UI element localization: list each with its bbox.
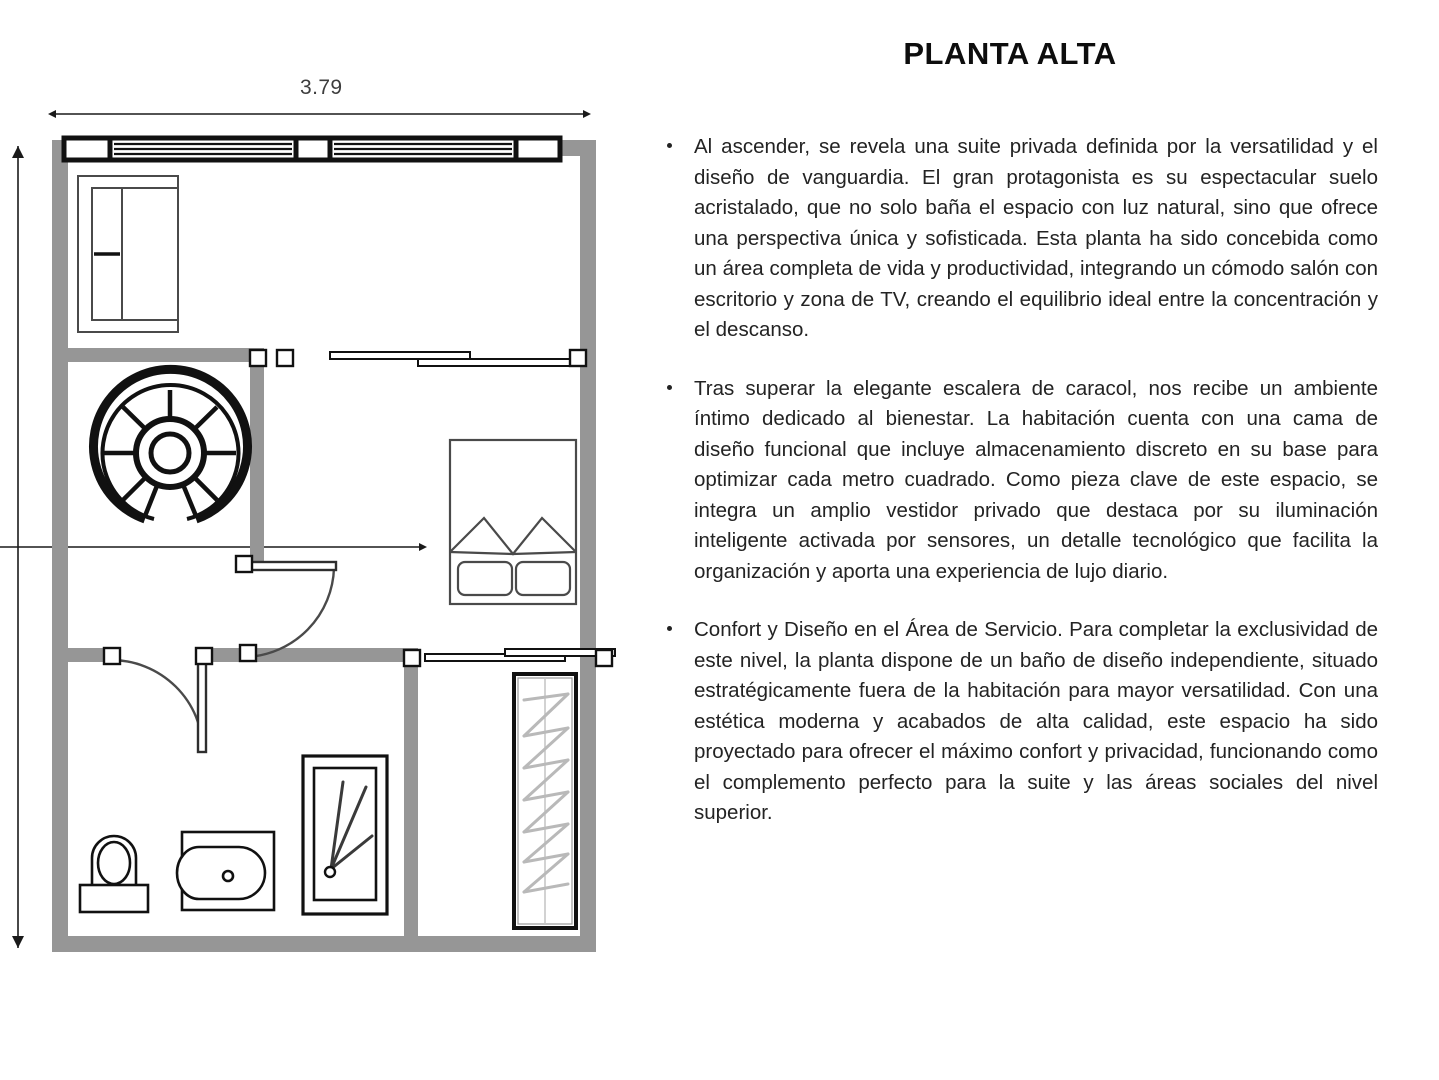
- toilet-icon: [80, 836, 148, 912]
- sliding-door-icon-bedroom: [277, 350, 586, 366]
- list-item-text: Confort y Diseño en el Área de Servicio. Para completar la exclusividad de este nivel, la planta dispone de un baño de diseño independiente, situado estratégicamente fuera de la habitación para mayor versatilidad. Con una estética moderna y acabados de alta calidad, este espacio ha sido proyectado para ofrecer el máximo confort y privacidad, funcionando como el complemento perfecto para la suite y las áreas sociales del nivel superior.: [694, 618, 1378, 824]
- list-item: [654, 615, 1378, 829]
- spiral-staircase-icon: [93, 369, 247, 519]
- list-item: [654, 374, 1378, 588]
- window-icon: [64, 138, 560, 160]
- bullet-dot-icon: [667, 143, 672, 148]
- sofa-icon: [78, 176, 178, 332]
- list-item-text: Al ascender, se revela una suite privada definida por la versatilidad y el diseño de vanguardia. El gran protagonista es su espectacular suelo acristalado, que no solo baña el espacio con luz natural, sino que ofrece una perspectiva única y sofisticada. Esta planta ha sido concebida como un área completa de vida y productividad, integrando un cómodo salón con escritorio y zona de TV, creando el equilibrio ideal entre la concentración y el descanso.: [694, 135, 1378, 341]
- wardrobe-icon: [514, 674, 576, 928]
- swing-door-icon-bathroom: [104, 648, 212, 752]
- door-jamb-markers: [250, 350, 266, 366]
- description-pane: [648, 0, 1408, 1080]
- bed-icon: [450, 440, 576, 604]
- page-title: PLANTA ALTA: [903, 36, 1117, 71]
- bullet-dot-icon: [667, 385, 672, 390]
- dimension-label-width: 3.79: [300, 76, 343, 99]
- swing-door-icon-bedroom: [236, 556, 336, 661]
- sink-icon: [177, 832, 274, 910]
- bullet-list: [654, 132, 1378, 829]
- list-item: [654, 132, 1378, 346]
- floor-plan: [0, 0, 640, 1080]
- floor-plan-drawing: [0, 0, 640, 1080]
- list-item-text: Tras superar la elegante escalera de caracol, nos recibe un ambiente íntimo dedicado al bienestar. La habitación cuenta con una cama de diseño funcional que incluye almacenamiento discreto en su base para optimizar cada metro cuadrado. Como pieza clave de este espacio, se integra un amplio vestidor privado que destaca por su iluminación inteligente activada por sensores, un detalle tecnológico que facilita la organización y aporta una experiencia de lujo diario.: [694, 376, 1378, 583]
- bullet-dot-icon: [667, 626, 672, 631]
- shower-icon: [303, 756, 387, 914]
